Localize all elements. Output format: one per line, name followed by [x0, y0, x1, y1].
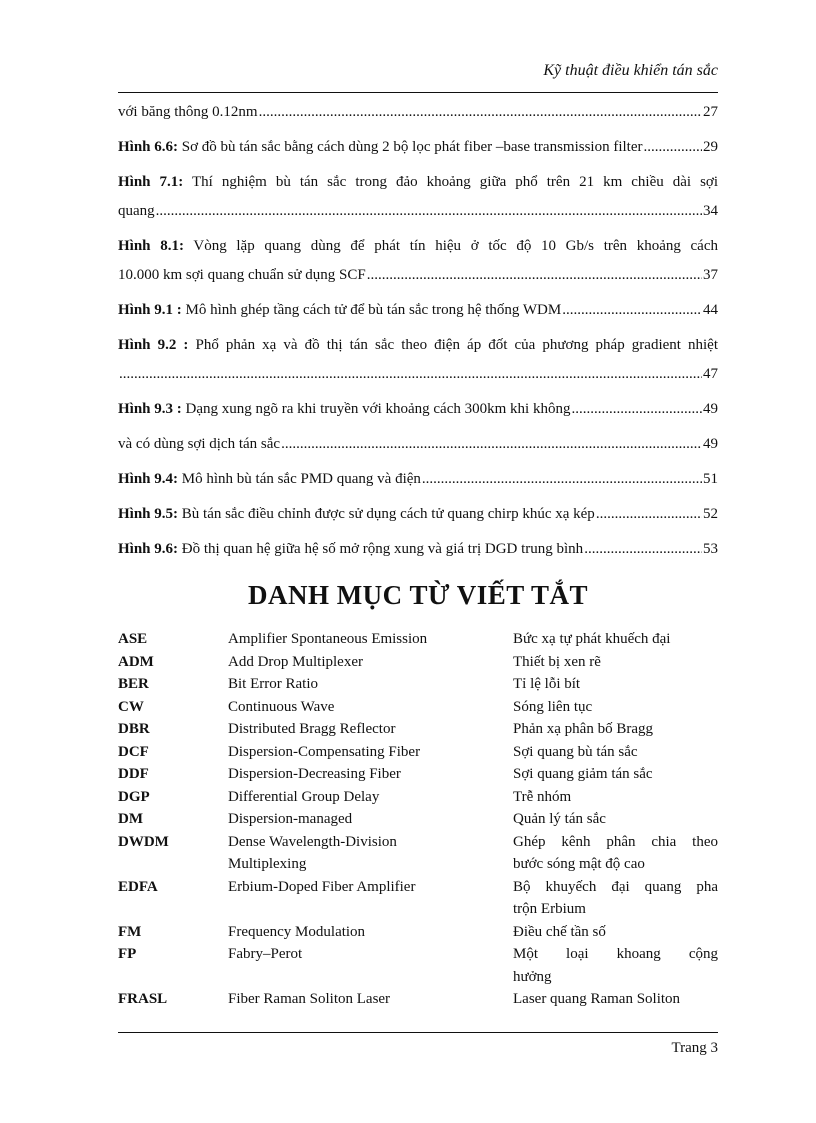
- page-ref: 29: [703, 139, 718, 155]
- vietnamese-meaning: Điều chế tần số: [513, 923, 606, 940]
- figure-entry[interactable]: [118, 331, 718, 389]
- dot-leader: [119, 360, 702, 389]
- vietnamese-meaning: trộn Erbium: [513, 901, 586, 917]
- abbreviation-term: FRASL: [118, 991, 168, 1007]
- english-meaning: Amplifier Spontaneous Emission: [228, 631, 428, 647]
- figure-label: Hình 9.6:: [118, 541, 179, 557]
- dot-leader: [259, 98, 702, 127]
- figure-entry[interactable]: [118, 465, 718, 494]
- figure-entry[interactable]: [118, 168, 718, 226]
- abbreviation-row: [118, 876, 718, 899]
- page-ref: 53: [703, 541, 718, 557]
- section-title: DANH MỤC TỪ VIẾT TẮT: [247, 580, 589, 610]
- abbreviation-term: FP: [118, 946, 137, 962]
- figure-caption: Mô hình ghép tầng cách tử để bù tán sắc trong hệ thống WDM: [185, 302, 562, 318]
- vietnamese-meaning: Ghép kênh phân chia theo: [513, 833, 718, 850]
- english-meaning: Fabry–Perot: [228, 946, 303, 962]
- figure-entry[interactable]: [118, 296, 718, 325]
- dot-leader: [571, 395, 702, 424]
- vietnamese-meaning: Trễ nhóm: [513, 788, 572, 805]
- english-meaning: Add Drop Multiplexer: [228, 653, 363, 670]
- abbreviation-row: [118, 898, 718, 921]
- vietnamese-meaning: Sợi quang giảm tán sắc: [513, 766, 653, 782]
- abbreviation-row: [118, 966, 718, 989]
- figure-caption: quang: [118, 203, 155, 219]
- figure-caption: Đồ thị quan hệ giữa hệ số mở rộng xung và giá trị DGD trung bình: [181, 541, 584, 557]
- figure-caption: Phổ phản xạ và đồ thị tán sắc theo điện áp đốt của phương pháp gradient nhiệt: [195, 337, 719, 353]
- figure-caption: 10.000 km sợi quang chuẩn sử dụng SCF: [118, 267, 366, 283]
- vietnamese-meaning: Sợi quang bù tán sắc: [513, 743, 638, 760]
- abbreviation-row: [118, 628, 718, 651]
- english-meaning: Dispersion-Decreasing Fiber: [228, 766, 401, 782]
- header-rule: [118, 92, 718, 93]
- abbreviation-term: [118, 966, 228, 989]
- abbreviation-row: [118, 831, 718, 854]
- english-meaning: Dispersion-managed: [228, 811, 353, 827]
- english-meaning: Frequency Modulation: [228, 923, 366, 940]
- vietnamese-meaning: Bức xạ tự phát khuếch đại: [513, 631, 671, 647]
- figure-caption: Thí nghiệm bù tán sắc trong đảo khoảng giữa phổ trên 21 km chiều dài sợi: [192, 174, 719, 190]
- abbreviation-term: DM: [118, 811, 143, 827]
- abbreviation-row: [118, 786, 718, 809]
- figure-caption: Dạng xung ngõ ra khi truyền với khoảng cách 300km khi không: [185, 401, 571, 417]
- page-ref: 52: [703, 506, 718, 522]
- figure-label: Hình 9.2 :: [118, 337, 189, 353]
- vietnamese-meaning: Laser quang Raman Soliton: [513, 991, 681, 1007]
- dot-leader: [422, 465, 702, 494]
- dot-leader: [281, 430, 702, 459]
- abbreviation-term: DBR: [118, 721, 150, 737]
- vietnamese-meaning: Quản lý tán sắc: [513, 811, 606, 827]
- page-ref: 44: [703, 302, 718, 318]
- vietnamese-meaning: Bộ khuyếch đại quang pha: [513, 878, 718, 895]
- page-ref: 51: [703, 471, 718, 487]
- abbreviation-row: [118, 718, 718, 741]
- english-meaning: Continuous Wave: [228, 698, 335, 715]
- english-meaning: Dense Wavelength-Division: [228, 833, 397, 850]
- page-ref: 37: [703, 267, 718, 283]
- vietnamese-meaning: Một loại khoang cộng: [513, 946, 718, 962]
- abbreviation-row: [118, 921, 718, 944]
- abbreviation-term: EDFA: [118, 878, 158, 895]
- figure-caption: với băng thông 0.12nm: [118, 104, 258, 120]
- english-meaning: Erbium-Doped Fiber Amplifier: [228, 878, 416, 895]
- dot-leader: [562, 296, 702, 325]
- figure-label: Hình 7.1:: [118, 174, 184, 190]
- figure-list: [118, 98, 718, 570]
- page-ref: 49: [703, 436, 718, 452]
- figure-label: Hình 9.4:: [118, 471, 179, 487]
- dot-leader: [644, 133, 702, 162]
- abbreviation-row: [118, 651, 718, 674]
- abbreviation-row: [118, 673, 718, 696]
- abbreviation-term: [118, 853, 228, 876]
- dot-leader: [367, 261, 702, 290]
- figure-entry[interactable]: [118, 133, 718, 162]
- english-meaning: [228, 898, 513, 921]
- page-ref: 34: [703, 203, 718, 219]
- dot-leader: [156, 197, 702, 226]
- page-ref: 27: [703, 104, 718, 120]
- abbreviation-term: DGP: [118, 788, 150, 805]
- abbreviation-row: [118, 763, 718, 786]
- abbreviation-term: ASE: [118, 631, 148, 647]
- vietnamese-meaning: bước sóng mật độ cao: [513, 856, 645, 872]
- figure-caption: Bù tán sắc điều chỉnh được sử dụng cách tử quang chirp khúc xạ kép: [181, 506, 595, 522]
- page-number: Trang 3: [671, 1040, 718, 1056]
- abbreviation-term: DCF: [118, 743, 149, 760]
- dot-leader: [596, 500, 702, 529]
- figure-entry[interactable]: [118, 232, 718, 290]
- figure-entry[interactable]: [118, 500, 718, 529]
- abbreviation-term: DWDM: [118, 833, 169, 850]
- abbreviation-term: DDF: [118, 766, 149, 782]
- vietnamese-meaning: Sóng liên tục: [513, 698, 593, 715]
- english-meaning: Differential Group Delay: [228, 788, 380, 805]
- english-meaning: Fiber Raman Soliton Laser: [228, 991, 391, 1007]
- running-header: Kỹ thuật điều khiển tán sắc: [543, 62, 718, 79]
- figure-entry[interactable]: [118, 395, 718, 424]
- english-meaning: [228, 966, 513, 989]
- vietnamese-meaning: Phản xạ phân bố Bragg: [513, 721, 653, 737]
- abbreviation-row: [118, 808, 718, 831]
- abbreviation-term: BER: [118, 676, 149, 692]
- vietnamese-meaning: hưởng: [513, 968, 552, 985]
- figure-caption: Sơ đồ bù tán sắc bằng cách dùng 2 bộ lọc phát fiber –base transmission filter: [181, 139, 643, 155]
- page-ref: 49: [703, 401, 718, 417]
- abbreviation-row: [118, 853, 718, 876]
- abbreviation-term: FM: [118, 923, 142, 940]
- vietnamese-meaning: Tỉ lệ lỗi bít: [513, 676, 581, 692]
- page-ref: 47: [703, 366, 718, 382]
- figure-caption: và có dùng sợi dịch tán sắc: [118, 436, 281, 452]
- abbreviation-row: [118, 741, 718, 764]
- figure-label: Hình 9.5:: [118, 506, 179, 522]
- figure-entry[interactable]: [118, 98, 718, 127]
- dot-leader: [584, 535, 702, 564]
- figure-label: Hình 6.6:: [118, 139, 179, 155]
- figure-label: Hình 8.1:: [118, 238, 184, 254]
- figure-caption: Mô hình bù tán sắc PMD quang và điện: [181, 471, 421, 487]
- figure-entry[interactable]: [118, 535, 718, 564]
- english-meaning: Multiplexing: [228, 856, 307, 872]
- english-meaning: Bit Error Ratio: [228, 676, 318, 692]
- abbreviation-term: ADM: [118, 653, 154, 670]
- footer-rule: [118, 1032, 718, 1033]
- figure-entry[interactable]: [118, 430, 718, 459]
- abbreviation-row: [118, 943, 718, 966]
- abbreviation-row: [118, 696, 718, 719]
- abbreviation-row: [118, 988, 718, 1011]
- vietnamese-meaning: Thiết bị xen rẽ: [513, 653, 601, 670]
- abbreviation-table: [118, 628, 718, 1011]
- figure-label: Hình 9.3 :: [118, 401, 182, 417]
- abbreviation-term: CW: [118, 698, 144, 715]
- english-meaning: Distributed Bragg Reflector: [228, 721, 396, 737]
- figure-label: Hình 9.1 :: [118, 302, 182, 318]
- figure-caption: Vòng lặp quang dùng để phát tín hiệu ở tốc độ 10 Gb/s trên khoảng cách: [193, 238, 718, 254]
- english-meaning: Dispersion-Compensating Fiber: [228, 743, 421, 760]
- abbreviation-term: [118, 898, 228, 921]
